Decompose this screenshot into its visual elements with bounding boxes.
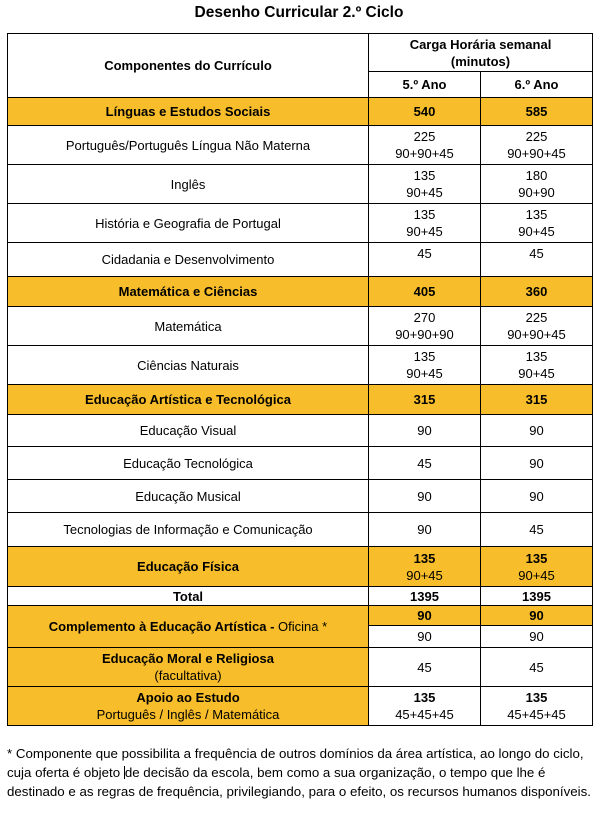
year5-split: 90+90+45 (395, 146, 454, 161)
row-label: Cidadania e Desenvolvimento (8, 243, 369, 277)
table-row (8, 98, 593, 126)
year5-total: 135 (413, 690, 436, 705)
apoio-title: Apoio ao Estudo (136, 690, 240, 705)
year5-total: 135 (413, 207, 436, 222)
moral-title: Educação Moral e Religiosa (102, 651, 274, 666)
year6-value: 90 (481, 447, 593, 480)
year6-total: 1395 (481, 587, 593, 606)
year6-value: 90 (481, 626, 593, 648)
year5-header: 5.º Ano (369, 72, 481, 98)
row-label (8, 648, 369, 687)
year5-total: 1395 (369, 587, 481, 606)
year6-value: 45 (481, 513, 593, 547)
year6-split: 90+45 (518, 366, 555, 381)
year6-total: 135 (525, 349, 548, 364)
year6-value: 45 (481, 243, 593, 277)
year6-total: 225 (525, 129, 548, 144)
year5-split: 90+45 (406, 224, 443, 239)
year5-value (369, 687, 481, 726)
apoio-subtitle: Português / Inglês / Matemática (96, 707, 280, 722)
table-row (8, 165, 593, 204)
year6-value (481, 346, 593, 385)
year5-total: 135 (413, 168, 436, 183)
row-label: Educação Artística e Tecnológica (8, 385, 369, 415)
row-label: História e Geografia de Portugal (8, 204, 369, 243)
year5-value: 315 (369, 385, 481, 415)
total-label: Total (8, 587, 369, 606)
table-row (8, 513, 593, 547)
year5-value (369, 165, 481, 204)
year5-total: 225 (413, 129, 436, 144)
table-row (8, 385, 593, 415)
year6-value: 90 (481, 415, 593, 447)
year6-split: 90+90 (518, 185, 555, 200)
footnote (7, 744, 593, 801)
page-title: Desenho Curricular 2.º Ciclo (194, 4, 404, 21)
complemento-title: Complemento à Educação Artística - (48, 619, 279, 634)
year5-split: 90+45 (406, 185, 443, 200)
year5-value: 90 (369, 513, 481, 547)
year6-split: 90+90+45 (507, 146, 566, 161)
weekly-load-unit: (minutos) (450, 53, 511, 69)
table-row (8, 415, 593, 447)
year5-total: 135 (413, 550, 436, 566)
year5-value: 405 (369, 277, 481, 307)
header-row (8, 34, 593, 72)
year6-value: 90 (481, 606, 593, 626)
complemento-extra: Oficina * (278, 619, 328, 634)
table-row (8, 277, 593, 307)
row-label: Português/Português Língua Não Materna (8, 126, 369, 165)
year5-split: 90+45 (406, 366, 443, 381)
table-row (8, 243, 593, 277)
footnote-text-start: * Componente que possibilita a frequência de outros domínios da área artística, ao longo do ciclo, cuja oferta é objeto (7, 746, 584, 780)
year5-value (369, 346, 481, 385)
table-row (8, 547, 593, 587)
year6-value: 90 (481, 480, 593, 513)
row-label: Matemática (8, 307, 369, 346)
year5-value: 45 (369, 243, 481, 277)
components-header: Componentes do Currículo (8, 34, 369, 98)
row-label: Tecnologias de Informação e Comunicação (8, 513, 369, 547)
year6-total: 135 (525, 207, 548, 222)
year6-value (481, 204, 593, 243)
year6-total: 225 (525, 310, 548, 325)
year6-total: 135 (525, 690, 548, 705)
row-label: Educação Física (8, 547, 369, 587)
year6-value (481, 165, 593, 204)
table-row (8, 480, 593, 513)
year5-split: 90+90+90 (395, 327, 454, 342)
year5-value: 540 (369, 98, 481, 126)
year5-value: 90 (369, 415, 481, 447)
curriculum-table (7, 33, 593, 726)
row-label: Inglês (8, 165, 369, 204)
year5-total: 135 (413, 349, 436, 364)
year5-total: 270 (413, 310, 436, 325)
year6-value: 315 (481, 385, 593, 415)
year6-total: 135 (525, 550, 548, 566)
year5-value (369, 204, 481, 243)
row-label: Educação Musical (8, 480, 369, 513)
row-label: Ciências Naturais (8, 346, 369, 385)
row-label: Educação Visual (8, 415, 369, 447)
row-label: Matemática e Ciências (8, 277, 369, 307)
footnote-text-end: de decisão da escola, bem como a sua organização, o tempo que lhe é destinado e as regras de frequência, privilegiando, para o efeito, os recursos humanos disponíveis. (7, 765, 591, 799)
year5-value: 90 (369, 626, 481, 648)
year6-split: 90+45 (518, 567, 555, 583)
year5-value: 45 (369, 648, 481, 687)
year6-split: 90+45 (518, 224, 555, 239)
weekly-load-title: Carga Horária semanal (409, 36, 552, 52)
weekly-load-header (369, 34, 593, 72)
table-row (8, 687, 593, 726)
table-row (8, 126, 593, 165)
year6-value (481, 547, 593, 587)
year6-value: 45 (481, 648, 593, 687)
row-label: Línguas e Estudos Sociais (8, 98, 369, 126)
year6-value (481, 687, 593, 726)
year6-value (481, 307, 593, 346)
table-row (8, 204, 593, 243)
table-row (8, 307, 593, 346)
year5-value (369, 547, 481, 587)
year6-split: 45+45+45 (507, 707, 566, 722)
table-row (8, 447, 593, 480)
year6-value: 360 (481, 277, 593, 307)
year6-total: 180 (525, 168, 548, 183)
year6-header: 6.º Ano (481, 72, 593, 98)
year5-split: 90+45 (406, 567, 443, 583)
row-label (8, 687, 369, 726)
table-row (8, 346, 593, 385)
year5-value: 90 (369, 480, 481, 513)
table-row (8, 648, 593, 687)
year6-value: 585 (481, 98, 593, 126)
row-label: Educação Tecnológica (8, 447, 369, 480)
year6-value (481, 126, 593, 165)
table-row (8, 606, 593, 626)
year6-split: 90+90+45 (507, 327, 566, 342)
year5-split: 45+45+45 (395, 707, 454, 722)
total-row (8, 587, 593, 606)
year5-value (369, 126, 481, 165)
year5-value: 90 (369, 606, 481, 626)
year5-value (369, 307, 481, 346)
row-label (8, 606, 369, 648)
year5-value: 45 (369, 447, 481, 480)
moral-subtitle: (facultativa) (154, 668, 222, 683)
